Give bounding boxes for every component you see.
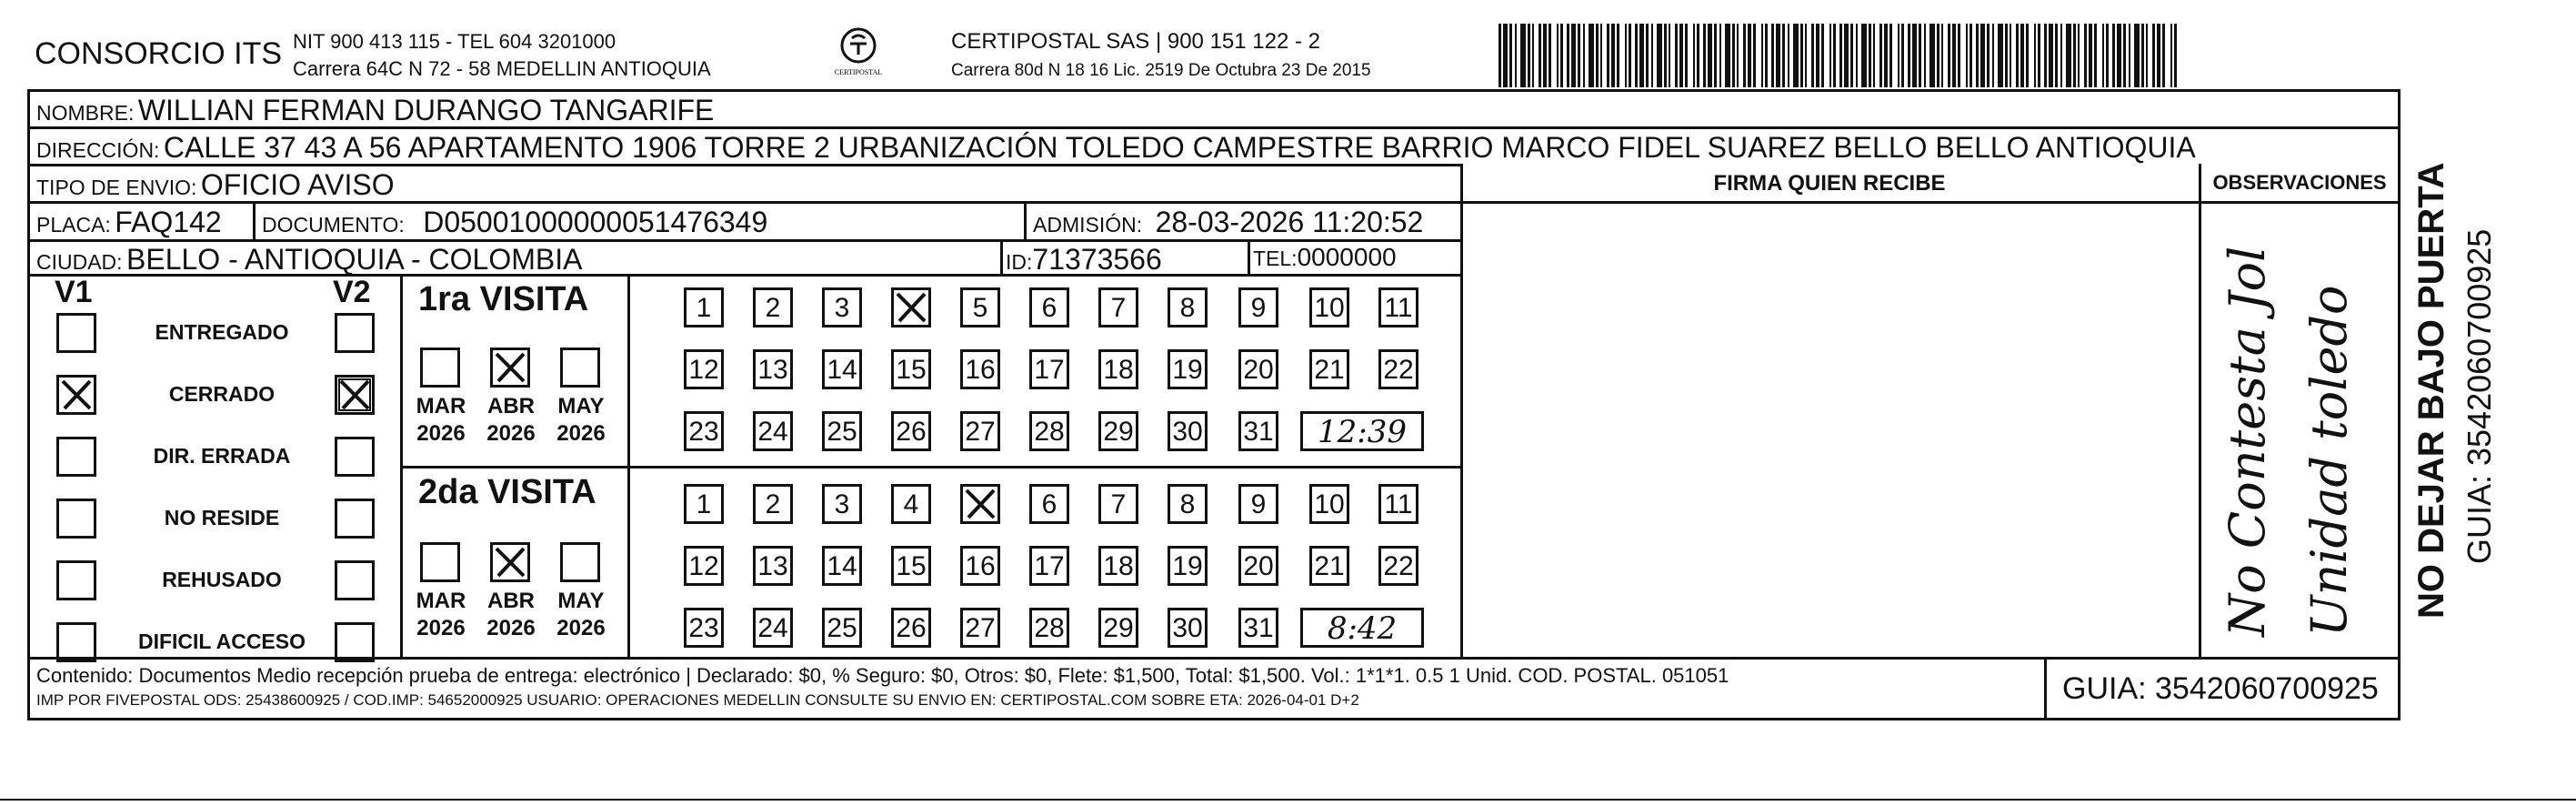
barcode-bar [1515, 24, 1517, 87]
barcode-bar [2174, 24, 2177, 87]
status-label: DIR. ERRADA [153, 444, 291, 468]
barcode-bar [2102, 24, 2104, 87]
barcode-bar [1929, 24, 1935, 87]
visit1-day-box[interactable]: 20 [1238, 349, 1278, 389]
visit2-month-checkbox[interactable] [420, 542, 460, 582]
visit2-year-label: 2026 [416, 616, 466, 640]
barcode-bar [1520, 24, 1526, 87]
visit2-day-box[interactable]: 17 [1029, 546, 1069, 586]
id-value: 71373566 [1032, 243, 1162, 276]
visit2-day-box[interactable]: 18 [1098, 546, 1138, 586]
visit1-month-label: ABR [487, 394, 535, 418]
barcode-bar [1714, 24, 1717, 87]
barcode-bar [1889, 24, 1892, 87]
barcode-bar [1844, 24, 1849, 87]
visit1-day-box[interactable]: 24 [753, 411, 793, 451]
visit2-day-box[interactable] [960, 484, 1000, 524]
visit2-day-box[interactable]: 9 [1238, 484, 1278, 524]
barcode-bar [1578, 24, 1580, 87]
visit1-day-box[interactable]: 22 [1378, 349, 1418, 389]
barcode-bar [1869, 24, 1871, 87]
barcode-bar [1753, 24, 1756, 87]
barcode-bar [2084, 24, 2087, 87]
barcode-bar [1693, 24, 1695, 87]
visit2-day-box[interactable]: 13 [753, 546, 793, 586]
barcode-bar [2152, 24, 2155, 87]
status-v1-checkbox[interactable] [56, 560, 96, 600]
company-address: Carrera 64C N 72 - 58 MEDELLIN ANTIOQUIA [293, 57, 711, 80]
barcode-bar [1782, 24, 1785, 87]
barcode-bar [1811, 24, 1814, 87]
visit2-day-box[interactable]: 4 [891, 484, 931, 524]
v1-label: V1 [55, 275, 93, 309]
barcode-bar [1635, 24, 1638, 87]
status-v1-checkbox[interactable] [56, 313, 96, 353]
barcode-bar [2094, 24, 2097, 87]
visit2-month-label: MAY [557, 589, 605, 613]
status-label: DIFICIL ACCESO [137, 630, 306, 653]
barcode-bar [1850, 24, 1853, 87]
barcode-bar [1821, 24, 1824, 87]
barcode-bar [1970, 24, 1972, 87]
visit2-day-box[interactable]: 27 [960, 608, 1000, 648]
footer-contenido: Contenido: Documentos Medio recepción prueba de entrega: electrónico | Declarado: $0, % Seguro: $0, Otros: $0, Flete: $1,500, Total: $1,500. Vol.: 1*1*1. 0.5 1 Unid. COD. POSTAL. 051051 [36, 664, 1729, 687]
barcode-bar [2146, 24, 2148, 87]
barcode-bar [1987, 24, 1990, 87]
visit1-day-box[interactable]: 31 [1238, 411, 1278, 451]
barcode-bar [1625, 24, 1627, 87]
documento-value: D05001000000051476349 [423, 206, 768, 238]
barcode-bar [2162, 24, 2165, 87]
documento-label: DOCUMENTO: [262, 213, 405, 237]
barcode-bar [1941, 24, 1943, 87]
footer-imp: IMP POR FIVEPOSTAL ODS: 25438600925 / COD.IMP: 54652000925 USUARIO: OPERACIONES MEDELLIN CONSULTE SU ENVIO EN: CERTIPOSTAL.COM SOBRE ETA: 2026-04-01 D+2 [36, 691, 1359, 709]
visit1-day-box[interactable]: 18 [1098, 349, 1138, 389]
admision-label: ADMISIÓN: [1033, 213, 1143, 237]
barcode-bar [2123, 24, 2126, 87]
visit2-day-box[interactable]: 31 [1238, 608, 1278, 648]
status-v2-checkbox[interactable] [335, 499, 375, 539]
barcode-bar [1952, 24, 1956, 87]
visit1-day-box[interactable]: 30 [1168, 411, 1208, 451]
visit2-month-checkbox[interactable] [560, 542, 600, 582]
visit1-day-box[interactable]: 10 [1309, 287, 1349, 327]
svg-text:CERTIPOSTAL: CERTIPOSTAL [835, 68, 882, 76]
direccion-label: DIRECCIÓN: [36, 138, 160, 162]
visit1-day-box[interactable]: 8 [1168, 287, 1208, 327]
barcode-bar [1503, 24, 1508, 87]
visit1-day-box[interactable]: 12 [684, 349, 724, 389]
barcode-bar [2060, 24, 2062, 87]
ciudad-field [36, 243, 582, 277]
signature-area[interactable] [1460, 201, 2199, 657]
ciudad-value: BELLO - ANTIOQUIA - COLOMBIA [126, 243, 583, 276]
barcode-bar [1708, 24, 1712, 87]
visit1-year-label: 2026 [416, 421, 466, 446]
barcode-bar [1543, 24, 1547, 87]
barcode-bar [2129, 24, 2130, 87]
barcode-bar [1919, 24, 1921, 87]
barcode-bar [1528, 24, 1530, 87]
status-label: ENTREGADO [155, 320, 289, 344]
barcode-bar [1861, 24, 1867, 87]
barcode-bar [1664, 24, 1667, 87]
visit2-day-box[interactable]: 23 [684, 608, 724, 648]
visit1-day-box[interactable]: 3 [822, 287, 862, 327]
status-v1-checkbox[interactable] [56, 622, 96, 662]
barcode-bar [1607, 24, 1609, 87]
visit1-day-box[interactable]: 9 [1238, 287, 1278, 327]
visit2-day-box[interactable]: 10 [1309, 484, 1349, 524]
barcode-bar [2026, 24, 2029, 87]
barcode-bar [1600, 24, 1602, 87]
barcode-bar [1924, 24, 1926, 87]
barcode-bar [1816, 24, 1819, 87]
admision-value: 28-03-2026 11:20:52 [1155, 206, 1424, 238]
visit1-month-checkbox[interactable] [560, 348, 600, 388]
placa-label: PLACA: [36, 213, 111, 237]
barcode-bar [1748, 24, 1751, 87]
visit1-day-box[interactable]: 1 [684, 287, 724, 327]
barcode-bar [1549, 24, 1551, 87]
visit2-month-label: MAR [416, 589, 466, 613]
visit2-day-box[interactable]: 30 [1168, 608, 1208, 648]
barcode-bar [2134, 24, 2140, 87]
x-mark-icon [963, 487, 997, 521]
visit2-year-label: 2026 [486, 616, 536, 640]
barcode-bar [1898, 24, 1899, 87]
barcode-bar [2066, 24, 2071, 87]
barcode-bar [1679, 24, 1683, 87]
barcode-bar [1560, 24, 1563, 87]
status-v1-checkbox[interactable] [56, 437, 96, 477]
tipo-label: TIPO DE ENVIO: [36, 176, 197, 199]
barcode-bar [1498, 24, 1501, 87]
visit1-year-label: 2026 [556, 421, 606, 446]
visit2-day-box[interactable]: 24 [753, 608, 793, 648]
visit1-day-box[interactable]: 14 [822, 349, 862, 389]
visit1-day-box[interactable]: 13 [753, 349, 793, 389]
barcode-bar [1998, 24, 2003, 87]
barcode-bar [1737, 24, 1739, 87]
visit2-month-label: ABR [487, 589, 535, 613]
tel-label: TEL: [1253, 247, 1298, 270]
barcode-bar [2106, 24, 2109, 87]
barcode-bar [2117, 24, 2121, 87]
barcode-bar [2141, 24, 2144, 87]
observaciones-note-1: No Contesta Jol [2219, 246, 2276, 637]
courier-address: Carrera 80d N 18 16 Lic. 2519 De Octubra 23 De 2015 [951, 61, 1371, 80]
visit2-day-box[interactable]: 20 [1238, 546, 1278, 586]
barcode-bar [1539, 24, 1541, 87]
nombre-value: WILLIAN FERMAN DURANGO TANGARIFE [137, 94, 715, 126]
barcode-bar [1532, 24, 1534, 87]
visit2-day-box[interactable]: 2 [753, 484, 793, 524]
barcode-bar [1589, 24, 1594, 87]
barcode-bar [2016, 24, 2019, 87]
x-mark-icon [894, 290, 928, 325]
barcode-bar [1685, 24, 1688, 87]
visit1-day-box[interactable]: 16 [960, 349, 1000, 389]
courier-name: CERTIPOSTAL SAS | 900 151 122 - 2 [951, 29, 1320, 54]
status-v2-checkbox[interactable] [335, 622, 375, 662]
x-mark-icon [59, 378, 94, 412]
company-nit: NIT 900 413 115 - TEL 604 3201000 [293, 30, 616, 53]
barcode-bar [1646, 24, 1649, 87]
barcode-bar [1761, 24, 1763, 87]
barcode-bar [1719, 24, 1721, 87]
barcode-bar [1829, 24, 1831, 87]
tipo-value: OFICIO AVISO [200, 168, 395, 201]
visit2-year-label: 2026 [556, 616, 606, 640]
barcode-bar [1765, 24, 1768, 87]
barcode-bar [2005, 24, 2008, 87]
visit1-day-box[interactable]: 11 [1378, 287, 1418, 327]
visit1-day-box[interactable]: 7 [1098, 287, 1138, 327]
side-warning: NO DEJAR BAJO PUERTA [2411, 162, 2451, 619]
visit1-day-box[interactable]: 27 [960, 411, 1000, 451]
visit2-day-box[interactable]: 8 [1168, 484, 1208, 524]
visit2-day-box[interactable]: 22 [1378, 546, 1418, 586]
barcode-bar [2073, 24, 2076, 87]
barcode-bar [2089, 24, 2092, 87]
visit2-day-box[interactable]: 6 [1029, 484, 1069, 524]
barcode-bar [1884, 24, 1888, 87]
visit2-day-box[interactable]: 1 [684, 484, 724, 524]
barcode-bar [1611, 24, 1615, 87]
barcode-bar [1912, 24, 1917, 87]
barcode-bar [1557, 24, 1559, 87]
visit2-day-box[interactable]: 3 [822, 484, 862, 524]
visit1-month-checkbox[interactable] [490, 348, 530, 388]
placa-value: FAQ142 [115, 206, 222, 238]
visit1-day-box[interactable]: 2 [753, 287, 793, 327]
barcode-bar [1617, 24, 1619, 87]
observaciones-header: OBSERVACIONES [2212, 171, 2387, 194]
visit2-day-box[interactable]: 11 [1378, 484, 1418, 524]
barcode-bar [1583, 24, 1585, 87]
footer-guia: GUIA: 3542060700925 [2062, 671, 2379, 706]
visit1-day-box[interactable]: 28 [1029, 411, 1069, 451]
barcode-bar [1839, 24, 1842, 87]
visit2-day-box[interactable]: 7 [1098, 484, 1138, 524]
visit2-time-box[interactable]: 8:42 [1300, 608, 1424, 648]
barcode-bar [1776, 24, 1780, 87]
x-mark-icon [493, 350, 527, 385]
ciudad-label: CIUDAD: [36, 250, 123, 274]
visit1-time-box[interactable]: 12:39 [1300, 411, 1424, 451]
barcode-bar [1651, 24, 1653, 87]
barcode-bar [1901, 24, 1904, 87]
barcode-bar [1567, 24, 1569, 87]
nombre-label: NOMBRE: [36, 101, 135, 125]
barcode-bar [2038, 24, 2040, 87]
barcode-bar [2078, 24, 2080, 87]
barcode-bar [1743, 24, 1746, 87]
visit1-day-box[interactable]: 6 [1029, 287, 1069, 327]
x-mark-icon [493, 545, 527, 579]
barcode-bar [1639, 24, 1644, 87]
barcode-bar [1509, 24, 1512, 87]
barcode-bar [1879, 24, 1882, 87]
visit2-day-box[interactable]: 28 [1029, 608, 1069, 648]
direccion-value: CALLE 37 43 A 56 APARTAMENTO 1906 TORRE 2 URBANIZACIÓN TOLEDO CAMPESTRE BARRIO MARCO FIDEL SUAREZ BELLO BELLO ANTIOQUIA [163, 131, 2196, 164]
barcode-bar [1697, 24, 1699, 87]
visit2-day-box[interactable]: 25 [822, 608, 862, 648]
status-label: NO RESIDE [164, 506, 280, 529]
v2-label: V2 [333, 275, 371, 309]
visit1-day-box[interactable]: 26 [891, 411, 931, 451]
barcode-bar [1725, 24, 1730, 87]
visit2-day-box[interactable]: 15 [891, 546, 931, 586]
barcode-bar [1966, 24, 1968, 87]
barcode [1498, 24, 2180, 87]
barcode-bar [2020, 24, 2024, 87]
visit1-day-box[interactable]: 19 [1168, 349, 1208, 389]
barcode-bar [1571, 24, 1576, 87]
visit2-day-box[interactable]: 19 [1168, 546, 1208, 586]
barcode-bar [1703, 24, 1706, 87]
visit1-month-label: MAR [416, 394, 466, 418]
status-v1-checkbox[interactable] [56, 375, 96, 415]
visit2-day-box[interactable]: 16 [960, 546, 1000, 586]
visit2-day-box[interactable]: 21 [1309, 546, 1349, 586]
visit1-day-box[interactable]: 25 [822, 411, 862, 451]
barcode-bar [1771, 24, 1774, 87]
barcode-bar [2049, 24, 2053, 87]
visit2-month-checkbox[interactable] [490, 542, 530, 582]
id-label: ID: [1006, 250, 1033, 274]
certipostal-logo [835, 25, 882, 80]
barcode-bar [2034, 24, 2036, 87]
visit2-title: 2da VISITA [418, 473, 596, 511]
barcode-bar [2010, 24, 2011, 87]
id-field [1006, 243, 1162, 277]
barcode-bar [1873, 24, 1875, 87]
visit1-month-checkbox[interactable] [420, 348, 460, 388]
observaciones-note-2: Unidad toledo [2300, 285, 2358, 637]
admision-field [1033, 206, 1423, 239]
placa-field [36, 206, 222, 239]
visit1-day-box[interactable]: 29 [1098, 411, 1138, 451]
tipo-row [36, 168, 395, 202]
barcode-bar [1675, 24, 1678, 87]
visit1-day-box[interactable]: 23 [684, 411, 724, 451]
barcode-bar [1805, 24, 1807, 87]
barcode-bar [1948, 24, 1950, 87]
visit2-day-box[interactable]: 12 [684, 546, 724, 586]
barcode-bar [1976, 24, 1979, 87]
status-label: CERRADO [168, 382, 276, 406]
barcode-bar [2055, 24, 2058, 87]
visit1-day-box[interactable]: 5 [960, 287, 1000, 327]
visit1-day-box[interactable]: 21 [1309, 349, 1349, 389]
status-v2-checkbox[interactable] [335, 375, 375, 415]
barcode-bar [1793, 24, 1799, 87]
status-label: REHUSADO [162, 568, 282, 591]
barcode-bar [1800, 24, 1803, 87]
visit1-day-box[interactable]: 15 [891, 349, 931, 389]
side-guia: GUIA: 3542060700925 [2461, 228, 2498, 564]
status-v2-checkbox[interactable] [335, 313, 375, 353]
barcode-bar [2044, 24, 2047, 87]
barcode-bar [1908, 24, 1910, 87]
barcode-bar [1629, 24, 1631, 87]
visit2-day-box[interactable]: 14 [822, 546, 862, 586]
barcode-bar [1980, 24, 1985, 87]
barcode-bar [1596, 24, 1599, 87]
visit1-month-label: MAY [557, 394, 605, 418]
firma-header: FIRMA QUIEN RECIBE [1713, 171, 1946, 196]
barcode-bar [1732, 24, 1735, 87]
direccion-row [36, 131, 2196, 165]
barcode-bar [1856, 24, 1858, 87]
visit1-year-label: 2026 [486, 421, 536, 446]
barcode-bar [1657, 24, 1662, 87]
visit1-day-box[interactable]: 17 [1029, 349, 1069, 389]
nombre-row [36, 94, 714, 127]
visit1-day-box[interactable] [891, 287, 931, 327]
x-mark-icon [337, 378, 372, 412]
barcode-bar [2170, 24, 2172, 87]
status-v2-checkbox[interactable] [335, 437, 375, 477]
visit2-day-box[interactable]: 29 [1098, 608, 1138, 648]
barcode-bar [1992, 24, 1994, 87]
barcode-bar [2157, 24, 2160, 87]
status-v1-checkbox[interactable] [56, 499, 96, 539]
company-name: CONSORCIO ITS [35, 36, 283, 71]
visit2-day-box[interactable]: 26 [891, 608, 931, 648]
barcode-bar [1833, 24, 1836, 87]
barcode-bar [1788, 24, 1789, 87]
tel-value: 0000000 [1297, 243, 1397, 271]
status-v2-checkbox[interactable] [335, 560, 375, 600]
tel-field [1253, 243, 1397, 272]
barcode-bar [2112, 24, 2115, 87]
barcode-bar [1958, 24, 1960, 87]
documento-field [262, 206, 767, 239]
visit1-title: 1ra VISITA [418, 280, 589, 318]
barcode-bar [1669, 24, 1670, 87]
barcode-bar [1937, 24, 1940, 87]
